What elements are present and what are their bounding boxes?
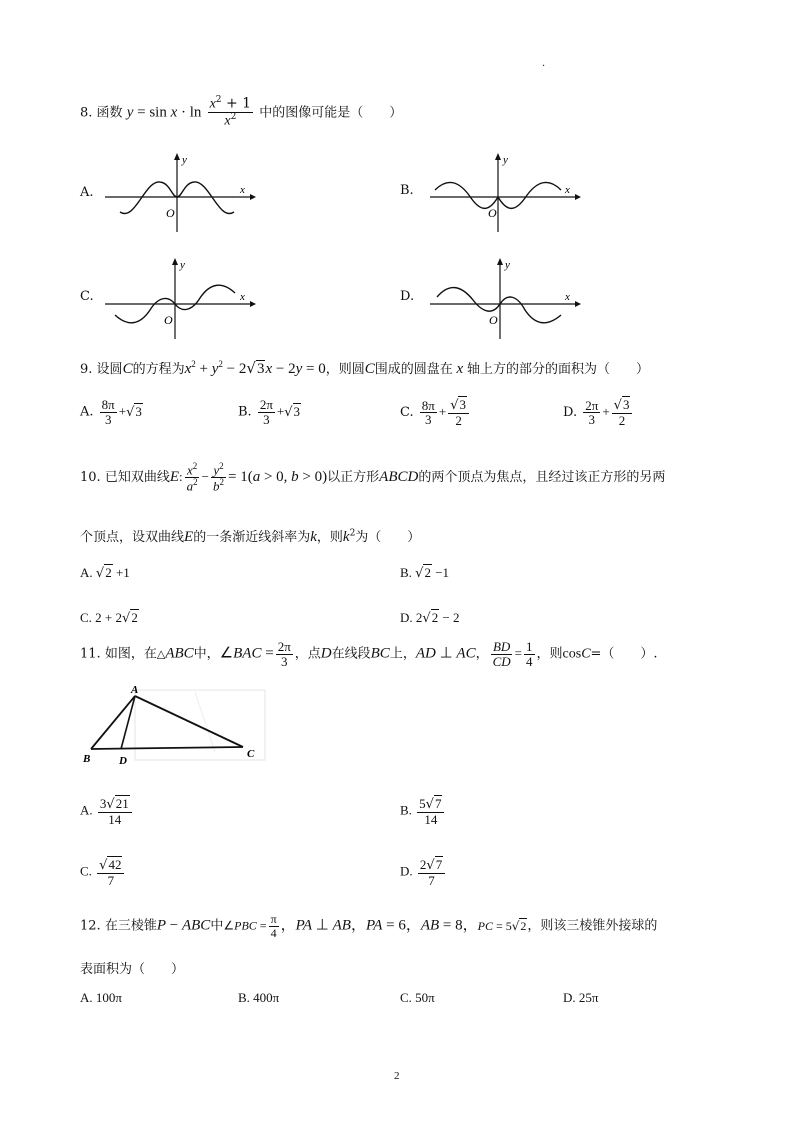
stem-text: 函数 xyxy=(96,105,123,121)
vertex-a-label: A xyxy=(131,684,139,696)
option-label: D. xyxy=(400,863,413,879)
option-a-label: A. xyxy=(80,185,94,200)
stem-text: ，则该三棱锥外接球的 xyxy=(527,918,658,934)
stem-text: 已知双曲线 xyxy=(104,469,170,485)
q9-option-a[interactable]: A. $\frac{8\pi}{3}$ +√3 xyxy=(80,397,142,427)
stem-text: 的方程为 xyxy=(132,362,185,377)
q11-option-c[interactable]: C. $\frac{√42}{7}$ xyxy=(80,858,126,887)
question-number: 12. xyxy=(80,918,101,934)
stem-text: 设圆 xyxy=(96,362,123,377)
option-d-label: D. xyxy=(400,289,415,304)
option-label: D. xyxy=(563,990,576,1005)
stem-text: ，则 xyxy=(316,530,343,545)
q9-option-c[interactable]: C. $\frac{8\pi}{3}$ + $\frac{√3}{2}$ xyxy=(400,398,471,427)
header-dot: . xyxy=(542,58,546,69)
graph-option-c xyxy=(100,255,260,340)
triangle-figure xyxy=(75,682,275,772)
q11-option-d[interactable]: D. $\frac{2√7}{7}$ xyxy=(400,858,447,887)
question-number: 10. xyxy=(80,469,101,485)
option-value: 25π xyxy=(578,990,599,1005)
origin-label: O xyxy=(166,206,175,220)
q10-option-d[interactable]: D. 2√2 − 2 xyxy=(400,610,460,626)
question-12-stem-line1: 12. 在三棱锥P − ABC中∠PBC = $\frac{\pi}{4}$ ，PA ⊥ AB，PA = 6，AB = 8，PC = 5√2，则该三棱锥外接球的 xyxy=(80,912,658,940)
q9-option-d[interactable]: D. $\frac{2\pi}{3}$ + $\frac{√3}{2}$ xyxy=(563,398,634,427)
graph-option-a xyxy=(100,150,260,235)
graph-option-d xyxy=(425,255,585,340)
axis-x-label: x xyxy=(240,184,245,196)
q12-option-c[interactable] xyxy=(400,990,435,1006)
option-label: C. xyxy=(80,610,92,625)
q12-option-d[interactable] xyxy=(563,990,598,1006)
option-value: 100π xyxy=(95,990,122,1005)
vertex-b-label: B xyxy=(83,753,91,765)
q12-option-a[interactable] xyxy=(80,990,122,1006)
axis-x-label: x xyxy=(240,291,245,303)
point-d-label: D xyxy=(119,755,127,767)
question-9-stem: 9. 设圆C的方程为$x^2 + y^2 - 2√3x - 2y = 0$，则圆C围成的圆盘在 x 轴上方的部分的面积为（ ） xyxy=(80,359,649,377)
stem-text: 个顶点，设双曲线 xyxy=(80,530,185,545)
option-label: B. xyxy=(238,404,252,420)
option-c-label: C. xyxy=(80,289,94,304)
option-label: C. xyxy=(80,863,92,879)
option-label: B. xyxy=(400,802,412,818)
axis-y-label: y xyxy=(505,259,510,271)
question-10-stem-line2: 个顶点，设双曲线E的一条渐近线斜率为k，则$k^2$为（ ） xyxy=(80,528,421,545)
stem-text: 为（ ） xyxy=(355,530,421,545)
option-value: 50π xyxy=(415,990,435,1005)
stem-text: 的两个顶点为焦点，且经过该正方形的另两 xyxy=(418,469,666,485)
stem-text: 在三棱锥 xyxy=(104,918,157,934)
stem-text: 上， xyxy=(389,646,416,662)
q10-option-a[interactable]: A. √2 +1 xyxy=(80,565,130,581)
stem-text: =（ ）. xyxy=(590,646,658,662)
option-label: A. xyxy=(80,990,93,1005)
graph-option-b xyxy=(425,150,585,235)
axis-y-label: y xyxy=(503,154,508,166)
q9-option-b[interactable]: B. $\frac{2\pi}{3}$ +√3 xyxy=(238,397,301,427)
question-10-stem-line1: 10. 已知双曲线E: $\frac{x^2}{a^2}$ − $\frac{y^2}{b^2}$ = 1(a > 0, b > 0)以正方形ABCD的两个顶点为焦点，且经过该正方形的另两 xyxy=(80,461,666,494)
option-label: A. xyxy=(80,565,93,580)
question-number: 11. xyxy=(80,646,101,662)
question-12-stem-line2: 表面积为（ ） xyxy=(80,962,185,977)
q10-option-b[interactable]: B. √2 −1 xyxy=(400,565,450,581)
option-label: A. xyxy=(80,404,94,420)
question-8-stem: 8. 函数 y = sin x · ln $\frac{x^2 + 1}{x^2}$ 中的图像可能是（ ） xyxy=(80,95,403,129)
stem-text: 中， xyxy=(193,646,220,662)
origin-label: O xyxy=(488,206,497,220)
question-number: 9. xyxy=(80,362,93,377)
stem-text: ，则 xyxy=(536,646,563,662)
option-b-label: B. xyxy=(400,183,414,198)
axis-x-label: x xyxy=(565,184,570,196)
option-label: D. xyxy=(400,610,413,625)
stem-text: 中的图像可能是（ ） xyxy=(259,105,403,121)
q10-option-c[interactable]: C. 2 + 2√2 xyxy=(80,610,138,626)
option-label: B. xyxy=(238,990,250,1005)
axis-x-label: x xyxy=(565,291,570,303)
stem-text: 如图，在 xyxy=(104,646,157,662)
stem-text: 在线段 xyxy=(331,646,371,662)
stem-text: 的一条渐近线斜率为 xyxy=(193,530,311,545)
stem-text: 轴上方的部分的面积为（ ） xyxy=(466,362,649,377)
stem-text: 中 xyxy=(210,918,224,934)
option-label: A. xyxy=(80,802,93,818)
stem-text: ，点 xyxy=(294,646,321,662)
option-label: B. xyxy=(400,565,412,580)
vertex-c-label: C xyxy=(247,748,255,760)
axis-y-label: y xyxy=(180,259,185,271)
question-number: 8. xyxy=(80,105,93,121)
q11-option-a[interactable]: A. $\frac{3√21}{14}$ xyxy=(80,797,134,826)
origin-label: O xyxy=(489,313,498,327)
stem-text: 围成的圆盘在 xyxy=(374,362,453,377)
origin-label: O xyxy=(164,313,173,327)
question-11-stem: 11. 如图，在△ABC中，∠BAC = $\frac{2\pi}{3}$ ，点D在线段BC上，AD ⊥ AC， $\frac{BD}{CD}$ = $\frac{1}{4}$ ，则cosC=（ ）. xyxy=(80,639,658,669)
stem-text: 以正方形 xyxy=(327,469,380,485)
option-value: 400π xyxy=(253,990,280,1005)
q11-option-b[interactable]: B. $\frac{5√7}{14}$ xyxy=(400,797,446,826)
option-label: C. xyxy=(400,990,412,1005)
option-label: C. xyxy=(400,405,414,421)
q12-option-b[interactable] xyxy=(238,990,279,1006)
page-number: 2 xyxy=(394,1070,400,1082)
stem-text: ，则圆 xyxy=(325,362,365,377)
option-label: D. xyxy=(563,405,578,421)
axis-y-label: y xyxy=(182,154,187,166)
